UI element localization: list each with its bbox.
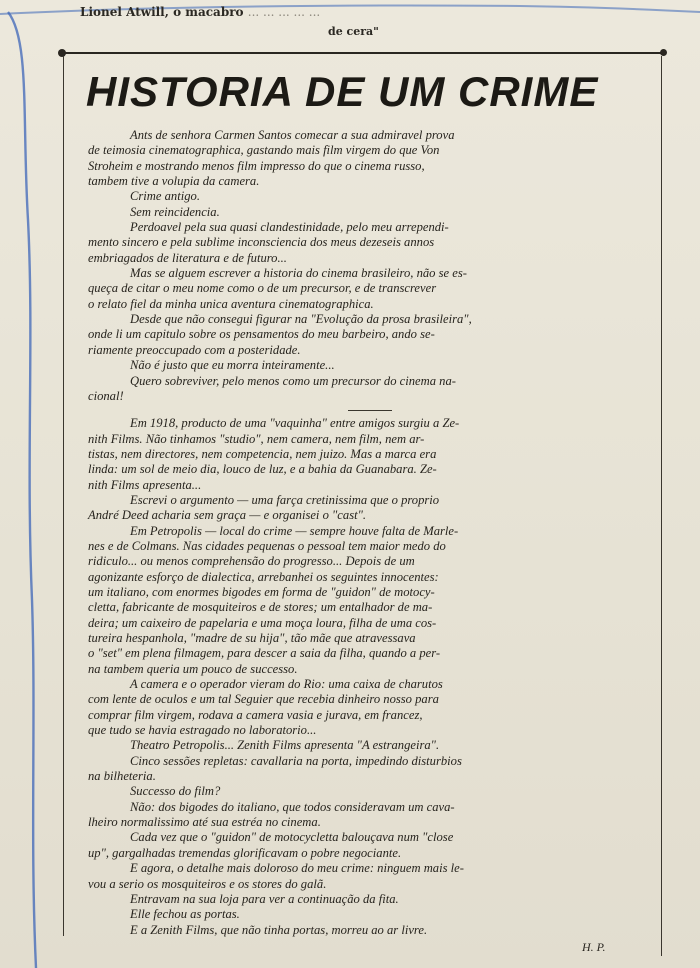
article-body [88,128,650,938]
article-line: E a Zenith Films, que não tinha portas, morreu ao ar livre. [130,922,428,937]
running-title [80,5,680,19]
article-line: lheiro normalissimo até sua estréa no cinema. [88,815,321,830]
article-line: Perdoavel pela sua quasi clandestinidade, pelo meu arrependi- [130,220,449,235]
article-line: queça de citar o meu nome como o de um precursor, e de transcrever [88,281,437,296]
article-line: E agora, o detalhe mais doloroso do meu crime: ninguem mais le- [130,861,464,876]
running-title-faded: ... ... ... ... ... [247,5,321,19]
article-line: Não: dos bigodes do italiano, que todos consideravam um cava- [130,799,455,814]
article-line: Theatro Petropolis... Zenith Films apresenta "A estrangeira". [130,738,440,753]
article-line: nith Films. Não tinhamos "studio", nem camera, nem film, nem ar- [88,431,425,446]
article-line: que tudo se havia estragado no laboratorio... [88,723,317,738]
article-line: Sem reincidencia. [130,204,220,219]
article-line: Escrevi o argumento — uma farça cretinissima que o proprio [130,492,440,507]
section-separator [348,410,392,411]
right-rule [661,56,662,956]
article-line: agonizante esforço de dialectica, arrebanhei os seguintes innocentes: [88,569,439,584]
author-signature: H. P. [582,940,606,954]
article-line: vou a serio os mosquiteiros e os stores do galã. [88,876,327,891]
article-line: tistas, nem directores, nem competencia, nem juizo. Mas a marca era [88,446,437,461]
article-line: up", gargalhadas tremendas glorificavam o pobre negociante. [88,845,402,860]
article-line: Quero sobreviver, pelo menos como um precursor do cinema na- [130,373,456,388]
article-line: Cada vez que o "guidon" de motocycletta balouçava num "close [130,830,454,845]
article-line: nith Films apresenta... [88,477,202,492]
article-line: nes e de Colmans. Nas cidades pequenas o pessoal tem maior medo do [88,538,446,553]
article-line: Desde que não consegui figurar na "Evolução da prosa brasileira", [130,312,472,327]
article-line: Elle fechou as portas. [130,907,240,922]
article-line: o relato fiel da minha unica aventura cinematographica. [88,296,374,311]
article-line: embriagados de literatura e de futuro... [88,250,287,265]
article-line: Mas se alguem escrever a historia do cinema brasileiro, não se es- [130,266,467,281]
running-subtitle: de cera" [328,25,379,38]
article-line: um italiano, com enormes bigodes em forma de "guidon" de motocy- [88,584,435,599]
article-line: o "set" em plena filmagem, para descer a saia da filha, quando a per- [88,646,441,661]
article-line: cletta, fabricante de mosquiteiros e de stores; um entalhador de ma- [88,600,433,615]
article-line: linda: um sol de meio dia, louco de luz, e a bahia da Guanabara. Ze- [88,462,437,477]
article-line: com lente de oculos e um tal Seguier que recebia dinheiro nosso para [88,692,439,707]
left-rule [63,56,64,936]
article-line: André Deed acharia sem graça — e organisei o "cast". [88,508,367,523]
article-title: HISTORIA DE UM CRIME [86,68,599,115]
article-line: comprar film virgem, rodava a camera vasia e jurava, em francez, [88,707,423,722]
article-line: deira; um caixeiro de papelaria e uma moça loura, filha de uma cos- [88,615,437,630]
article-line: na bilheteria. [88,769,156,784]
top-rule [62,52,664,54]
article-line: Em 1918, producto de uma "vaquinha" entre amigos surgiu a Ze- [130,416,460,431]
article-line: onde li um capitulo sobre os pensamentos do meu barbeiro, ando se- [88,327,435,342]
article-line: Em Petropolis — local do crime — sempre houve falta de Marle- [130,523,459,538]
article-line: ridiculo... ou menos comprehensão do progresso... Depois de um [88,554,415,569]
article-line: cional! [88,388,124,403]
article-line: Successo do film? [130,784,221,799]
article-line: riamente preoccupado com a posteridade. [88,342,301,357]
article-line: de teimosia cinematographica, gastando mais film virgem do que Von [88,143,440,158]
article-line: Stroheim e mostrando menos film impresso do que o cinema russo, [88,158,425,173]
article-line: na tambem queria um pouco de successo. [88,661,298,676]
running-title-text: Lionel Atwill, o macabro [80,5,244,19]
article-line: Entravam na sua loja para ver a continuação da fita. [130,891,399,906]
article-line: Ants de senhora Carmen Santos comecar a sua admiravel prova [130,128,455,142]
article-line: tureira hespanhola, "madre de su hija", tão mãe que atravessava [88,631,416,645]
article-line: tambem tive a volupia da camera. [88,174,260,189]
article-line: Crime antigo. [130,189,200,204]
article-line: Não é justo que eu morra inteiramente... [130,358,335,373]
article-line: Cinco sessões repletas: cavallaria na porta, impedindo disturbios [130,753,462,768]
article-line: mento sincero e pela sublime inconsciencia dos meus dezeseis annos [88,235,435,250]
article-line: A camera e o operador vieram do Rio: uma caixa de charutos [130,677,443,692]
